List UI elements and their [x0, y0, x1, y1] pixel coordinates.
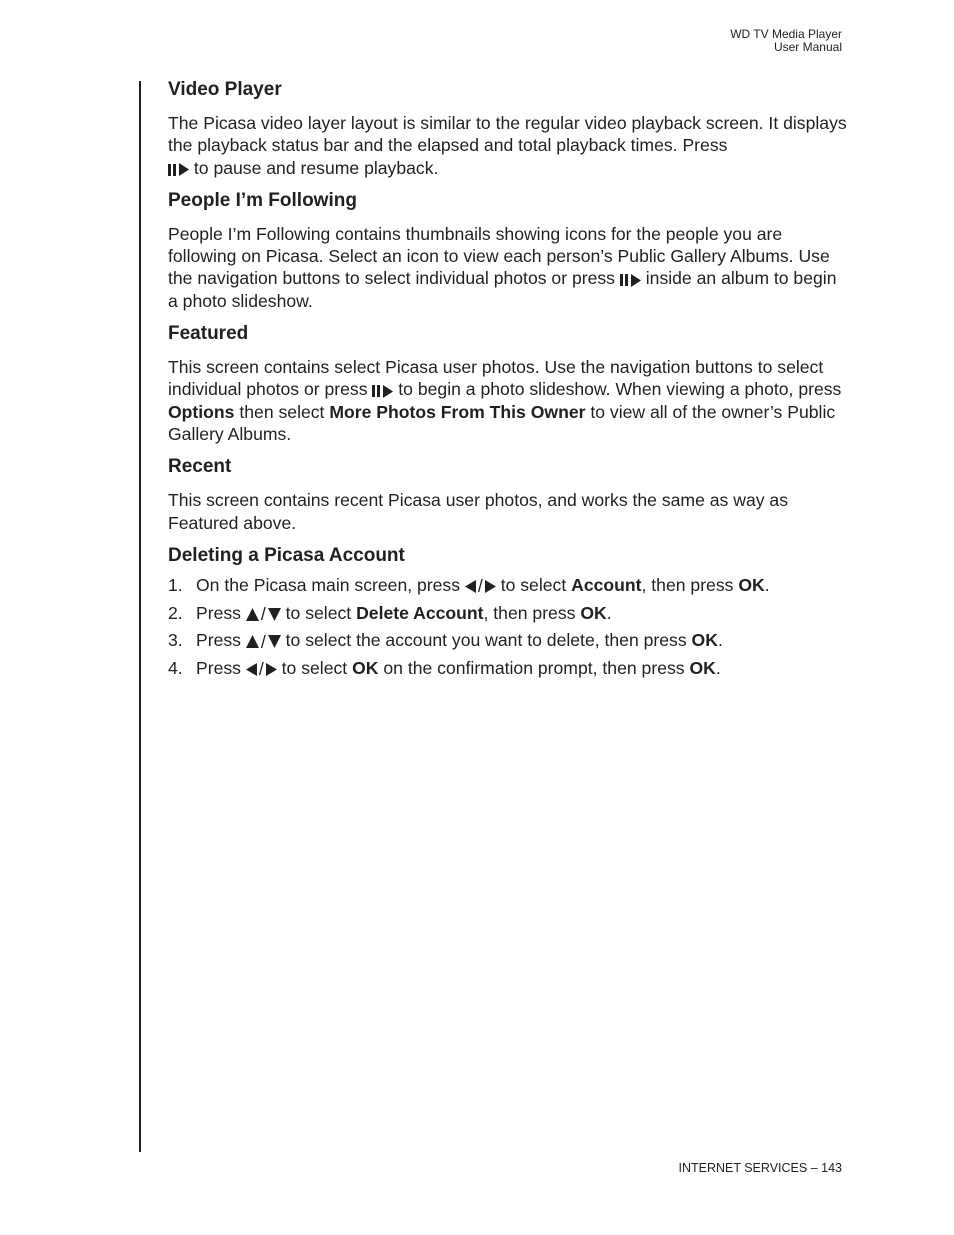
section-body: This screen contains recent Picasa user photos, and works the same as way as Featured above.: [168, 490, 788, 533]
bold-term: Options: [168, 401, 235, 422]
section-title: Recent: [168, 456, 232, 478]
header-product: WD TV Media Player: [730, 27, 842, 41]
play-pause-icon: [620, 274, 641, 287]
footer-section: INTERNET SERVICES: [678, 1161, 808, 1175]
left-right-arrows-icon: /: [465, 573, 496, 599]
section-title: Featured: [168, 323, 249, 345]
list-item: 3. Press / to select the account you want to delete, then press OK.: [168, 627, 848, 655]
section-title: Video Player: [168, 79, 282, 100]
section-body: This screen contains select Picasa user photos. Use the navigation buttons to select individual photos or press to begin a photo slideshow. When viewing a photo, press Options then select More Photos From This Owner to view all of the owner’s Public Gallery Albums.: [168, 357, 842, 444]
header-doc-type: User Manual: [773, 40, 842, 54]
up-down-arrows-icon: /: [246, 629, 281, 655]
section-recent: [168, 455, 848, 534]
page-content: [168, 78, 848, 683]
section-people-following: [168, 189, 848, 312]
steps-list: [168, 572, 848, 683]
section-title: Deleting a Picasa Account: [168, 544, 405, 566]
section-deleting-account: [168, 544, 848, 683]
section-featured: [168, 322, 848, 445]
section-video-player: [168, 78, 848, 179]
left-right-arrows-icon: /: [246, 656, 277, 682]
play-pause-icon: [168, 163, 189, 176]
page-footer: [678, 1161, 842, 1175]
margin-rule: [139, 81, 141, 1152]
list-item: 2. Press / to select Delete Account, then press OK.: [168, 600, 848, 628]
bold-term: More Photos From This Owner: [329, 401, 586, 422]
page-number: 143: [821, 1161, 842, 1175]
section-body: People I’m Following contains thumbnails showing icons for the people you are following on Picasa. Select an icon to view each person’s Public Gallery Albums. Use the navigation buttons to select individual photos or press inside an album to begin a photo slideshow.: [168, 223, 837, 311]
list-item: 4. Press / to select OK on the confirmation prompt, then press OK.: [168, 655, 848, 683]
play-pause-icon: [372, 385, 393, 398]
section-title: People I’m Following: [168, 189, 357, 211]
list-item: 1. On the Picasa main screen, press / to select Account, then press OK.: [168, 572, 848, 600]
footer-separator: –: [810, 1161, 818, 1175]
section-body: The Picasa video layer layout is similar to the regular video playback screen. It displays the playback status bar and the elapsed and total playback times. Press to pause and resume playback.: [168, 113, 847, 178]
running-header: [730, 28, 842, 54]
up-down-arrows-icon: /: [246, 601, 281, 627]
